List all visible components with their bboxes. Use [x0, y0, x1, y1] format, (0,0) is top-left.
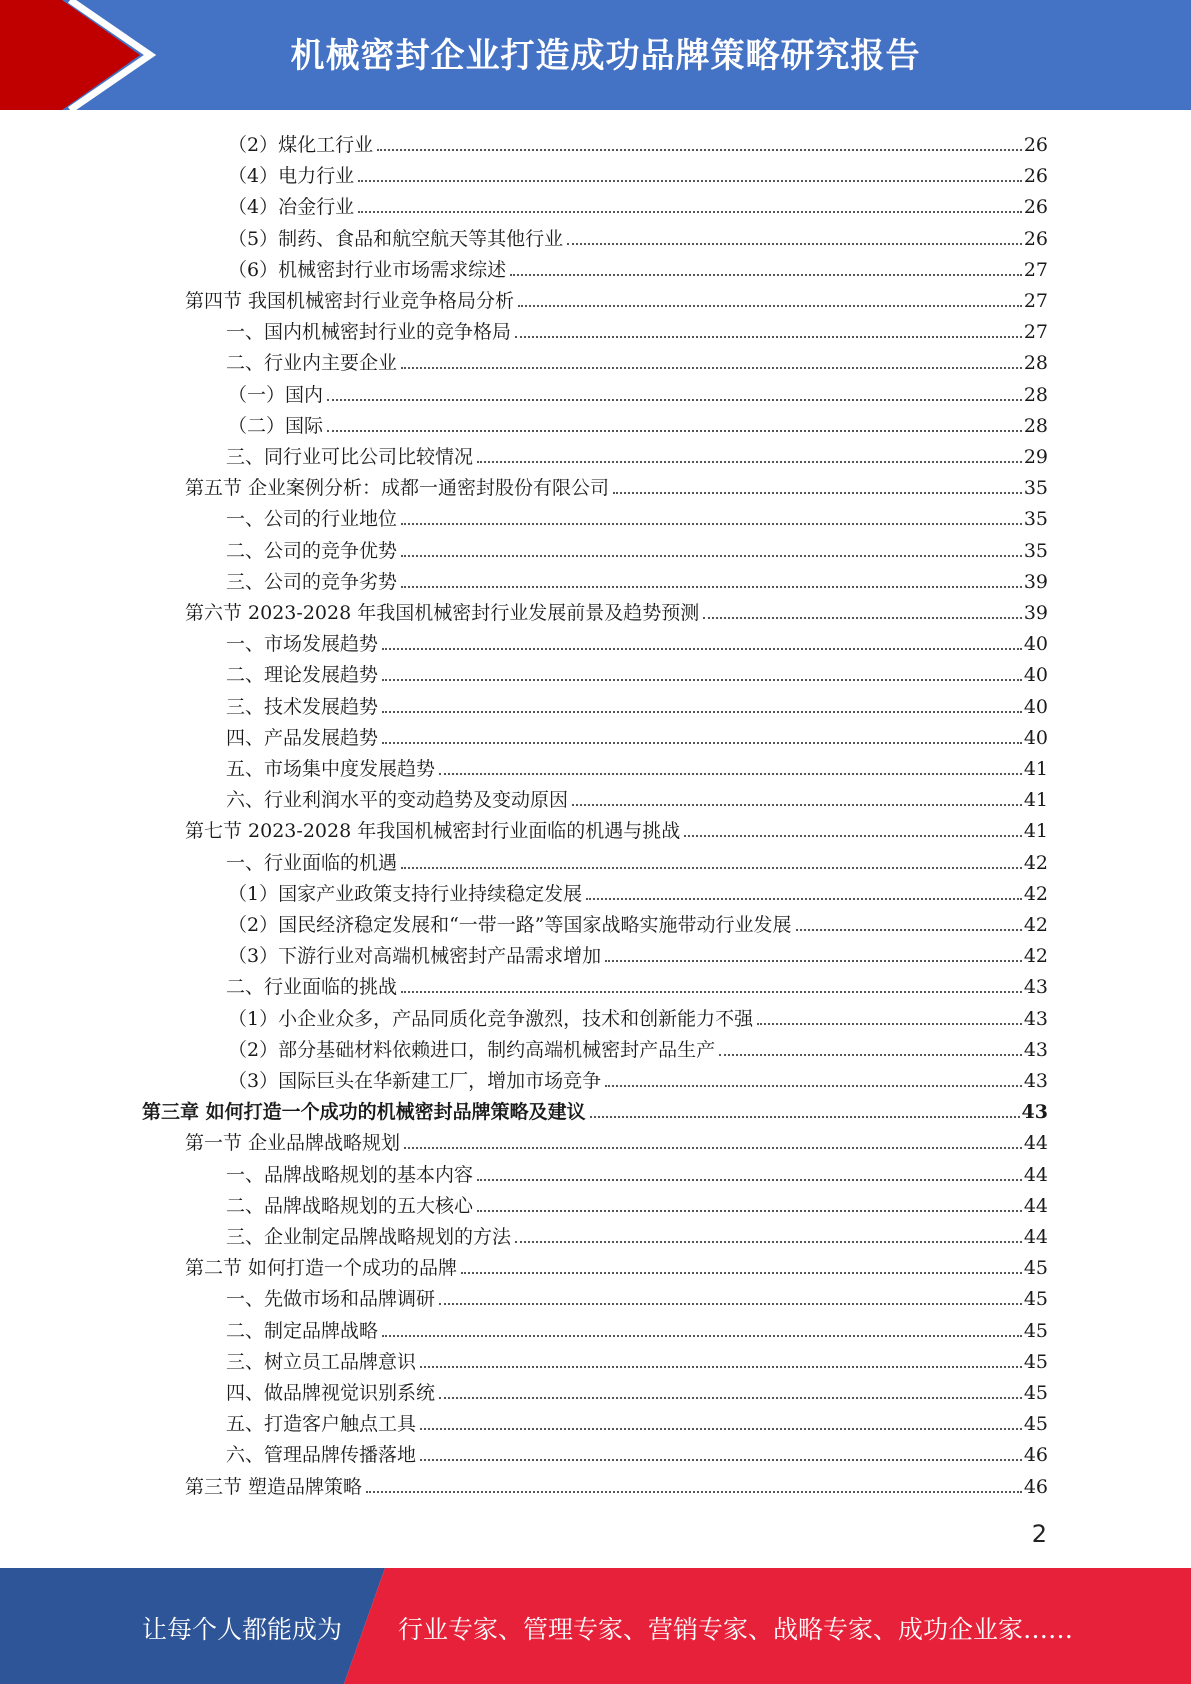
- toc-entry[interactable]: [142, 1093, 1048, 1124]
- toc-entry-page: 35: [1023, 508, 1048, 531]
- toc-entry[interactable]: [226, 1187, 1048, 1218]
- toc-entry-title: 第五节 企业案例分析：成都一通密封股份有限公司: [185, 477, 610, 500]
- toc-entry-title: 二、行业面临的挑战: [226, 976, 398, 999]
- toc-entry-page: 46: [1023, 1475, 1048, 1498]
- toc-entry-page: 42: [1023, 945, 1048, 968]
- toc-entry[interactable]: [226, 1405, 1048, 1436]
- toc-entry[interactable]: [228, 1031, 1048, 1062]
- toc-entry-page: 27: [1023, 321, 1048, 344]
- toc-dot-leader: [327, 399, 1022, 401]
- toc-entry[interactable]: [226, 563, 1048, 594]
- toc-entry-title: 一、市场发展趋势: [226, 633, 379, 656]
- toc-dot-leader: [439, 773, 1022, 775]
- toc-entry-page: 42: [1023, 882, 1048, 905]
- toc-entry[interactable]: [226, 344, 1048, 375]
- toc-entry[interactable]: [185, 812, 1048, 843]
- footer-slogan-left: 让每个人都能成为: [142, 1615, 343, 1644]
- page-header: [0, 0, 1191, 110]
- toc-entry[interactable]: [226, 688, 1048, 719]
- toc-entry[interactable]: [226, 719, 1048, 750]
- toc-entry-page: 28: [1023, 414, 1048, 437]
- page-number: 2: [1031, 1520, 1047, 1548]
- toc-entry-title: 二、制定品牌战略: [226, 1319, 379, 1342]
- toc-entry-page: 28: [1023, 352, 1048, 375]
- toc-dot-leader: [515, 1241, 1022, 1243]
- toc-dot-leader: [439, 1397, 1022, 1399]
- toc-entry-title: （4）电力行业: [228, 165, 355, 188]
- toc-entry-title: （6）机械密封行业市场需求综述: [228, 258, 507, 281]
- toc-entry[interactable]: [226, 500, 1048, 531]
- toc-entry-page: 41: [1023, 820, 1048, 843]
- toc-entry[interactable]: [228, 126, 1048, 157]
- toc-entry[interactable]: [185, 1249, 1048, 1280]
- toc-dot-leader: [719, 1054, 1022, 1056]
- toc-dot-leader: [461, 1272, 1022, 1274]
- toc-entry-title: 一、公司的行业地位: [226, 508, 398, 531]
- toc-entry[interactable]: [226, 313, 1048, 344]
- toc-dot-leader: [382, 679, 1022, 681]
- toc-entry-page: 40: [1023, 633, 1048, 656]
- toc-dot-leader: [439, 1303, 1022, 1305]
- toc-dot-leader: [586, 898, 1022, 900]
- toc-entry[interactable]: [226, 844, 1048, 875]
- page-footer: [0, 1568, 1191, 1684]
- toc-entry-title: （4）冶金行业: [228, 196, 355, 219]
- toc-dot-leader: [572, 804, 1022, 806]
- toc-dot-leader: [477, 1179, 1022, 1181]
- toc-entry[interactable]: [228, 1062, 1048, 1093]
- toc-entry-page: 43: [1023, 1007, 1048, 1030]
- toc-entry[interactable]: [226, 1218, 1048, 1249]
- toc-dot-leader: [401, 523, 1022, 525]
- toc-entry-page: 42: [1023, 851, 1048, 874]
- toc-entry[interactable]: [226, 1312, 1048, 1343]
- toc-dot-leader: [382, 648, 1022, 650]
- toc-entry[interactable]: [226, 625, 1048, 656]
- toc-entry[interactable]: [228, 188, 1048, 219]
- toc-entry-title: 四、产品发展趋势: [226, 726, 379, 749]
- toc-entry[interactable]: [228, 1000, 1048, 1031]
- toc-entry[interactable]: [226, 656, 1048, 687]
- toc-dot-leader: [401, 991, 1022, 993]
- toc-entry-page: 26: [1023, 134, 1048, 156]
- toc-entry[interactable]: [226, 1436, 1048, 1467]
- toc-entry-page: 45: [1023, 1257, 1048, 1280]
- toc-dot-leader: [477, 461, 1022, 463]
- toc-entry-title: （1）小企业众多，产品同质化竞争激烈，技术和创新能力不强: [228, 1007, 754, 1030]
- header-title: 机械密封企业打造成功品牌策略研究报告: [290, 36, 921, 76]
- toc-entry-title: 五、市场集中度发展趋势: [226, 758, 436, 780]
- toc-entry-title: （2）国民经济稳定发展和“一带一路”等国家战略实施带动行业发展: [228, 914, 792, 936]
- toc-entry-page: 46: [1023, 1444, 1048, 1467]
- toc-dot-leader: [382, 1335, 1022, 1337]
- toc-entry-title: 第四节 我国机械密封行业竞争格局分析: [185, 290, 515, 312]
- toc-entry[interactable]: [226, 1280, 1048, 1311]
- toc-entry-page: 29: [1023, 446, 1048, 468]
- toc-entry-title: 二、行业内主要企业: [226, 352, 398, 375]
- toc-entry-title: 三、树立员工品牌意识: [226, 1350, 417, 1373]
- toc-dot-leader: [358, 180, 1022, 182]
- toc-entry-title: 二、品牌战略规划的五大核心: [226, 1194, 474, 1217]
- toc-dot-leader: [420, 1428, 1022, 1430]
- toc-entry-title: （2）部分基础材料依赖进口，制约高端机械密封产品生产: [228, 1038, 716, 1061]
- toc-entry-title: （3）国际巨头在华新建工厂，增加市场竞争: [228, 1070, 602, 1092]
- toc-dot-leader: [382, 742, 1022, 744]
- toc-entry-title: 一、国内机械密封行业的竞争格局: [226, 321, 512, 344]
- toc-dot-leader: [377, 149, 1022, 151]
- toc-entry-title: （一）国内: [228, 383, 324, 406]
- toc-entry[interactable]: [185, 282, 1048, 313]
- toc-entry-title: （1）国家产业政策支持行业持续稳定发展: [228, 882, 583, 905]
- toc-entry-page: 35: [1023, 539, 1048, 562]
- toc-entry-page: 26: [1023, 165, 1048, 188]
- toc-entry-page: 40: [1023, 726, 1048, 749]
- toc-dot-leader: [605, 960, 1022, 962]
- toc-entry[interactable]: [228, 157, 1048, 188]
- toc-entry-page: 26: [1023, 196, 1048, 219]
- toc-dot-leader: [613, 492, 1022, 494]
- toc-entry[interactable]: [185, 594, 1048, 625]
- toc-entry[interactable]: [228, 906, 1048, 937]
- toc-entry-page: 28: [1023, 383, 1048, 406]
- toc-entry-title: （2）煤化工行业: [228, 134, 374, 156]
- toc-dot-leader: [590, 1116, 1020, 1118]
- toc-entry-title: 第一节 企业品牌战略规划: [185, 1132, 401, 1155]
- toc-entry[interactable]: [228, 220, 1048, 251]
- toc-entry[interactable]: [226, 1156, 1048, 1187]
- toc-entry-page: 43: [1023, 1038, 1048, 1061]
- toc-entry-page: 41: [1023, 758, 1048, 780]
- toc-entry-title: 二、理论发展趋势: [226, 664, 379, 687]
- toc-entry-page: 40: [1023, 664, 1048, 687]
- toc-dot-leader: [510, 274, 1022, 276]
- toc-entry-page: 26: [1023, 227, 1048, 250]
- toc-entry-title: 二、公司的竞争优势: [226, 539, 398, 562]
- toc-entry-page: 39: [1023, 602, 1048, 624]
- toc-dot-leader: [327, 430, 1022, 432]
- toc-entry-page: 45: [1023, 1382, 1048, 1404]
- toc-entry-page: 45: [1023, 1319, 1048, 1342]
- toc-entry-title: 四、做品牌视觉识别系统: [226, 1382, 436, 1404]
- toc-entry-title: 第三节 塑造品牌策略: [185, 1475, 363, 1498]
- toc-entry-title: （3）下游行业对高端机械密封产品需求增加: [228, 945, 602, 968]
- toc-entry-title: 一、行业面临的机遇: [226, 851, 398, 874]
- toc-entry[interactable]: [226, 1374, 1048, 1405]
- toc-entry-title: 第二节 如何打造一个成功的品牌: [185, 1257, 458, 1280]
- toc-entry[interactable]: [226, 532, 1048, 563]
- toc-entry-title: 第三章 如何打造一个成功的机械密封品牌策略及建议: [142, 1101, 586, 1124]
- toc-entry-title: 六、管理品牌传播落地: [226, 1444, 417, 1467]
- toc-dot-leader: [605, 1085, 1022, 1087]
- toc-dot-leader: [420, 1366, 1022, 1368]
- toc-entry-title: 三、公司的竞争劣势: [226, 570, 398, 593]
- toc-entry[interactable]: [185, 1124, 1048, 1155]
- toc-entry-title: 一、品牌战略规划的基本内容: [226, 1163, 474, 1186]
- footer-slogan-right: 行业专家、管理专家、营销专家、战略专家、成功企业家……: [398, 1615, 1074, 1644]
- toc-entry[interactable]: [228, 407, 1048, 438]
- toc-entry-page: 45: [1023, 1350, 1048, 1373]
- toc-dot-leader: [567, 243, 1022, 245]
- toc-entry[interactable]: [228, 251, 1048, 282]
- toc-entry[interactable]: [228, 376, 1048, 407]
- toc-dot-leader: [703, 617, 1022, 619]
- toc-dot-leader: [401, 555, 1022, 557]
- toc-entry-page: 35: [1023, 477, 1048, 500]
- toc-entry-title: （5）制药、食品和航空航天等其他行业: [228, 227, 564, 250]
- toc-entry-page: 45: [1023, 1288, 1048, 1311]
- toc-dot-leader: [404, 1147, 1022, 1149]
- toc-entry[interactable]: [228, 937, 1048, 968]
- toc-dot-leader: [401, 867, 1022, 869]
- toc-dot-leader: [796, 929, 1022, 931]
- toc-dot-leader: [518, 305, 1022, 307]
- toc-dot-leader: [477, 1210, 1022, 1212]
- toc-entry-page: 27: [1023, 290, 1048, 312]
- toc-dot-leader: [382, 711, 1022, 713]
- toc-entry-page: 27: [1023, 258, 1048, 281]
- toc-entry-title: 三、企业制定品牌战略规划的方法: [226, 1226, 512, 1248]
- toc-dot-leader: [358, 211, 1022, 213]
- toc-entry[interactable]: [185, 469, 1048, 500]
- toc-dot-leader: [401, 367, 1022, 369]
- toc-entry[interactable]: [226, 1343, 1048, 1374]
- toc-dot-leader: [420, 1459, 1022, 1461]
- toc-entry-page: 43: [1023, 1070, 1048, 1092]
- toc-entry-page: 40: [1023, 695, 1048, 718]
- toc-entry-title: 一、先做市场和品牌调研: [226, 1288, 436, 1311]
- toc-entry[interactable]: [226, 781, 1048, 812]
- toc-entry-title: （二）国际: [228, 414, 324, 437]
- toc-entry-page: 43: [1023, 976, 1048, 999]
- toc-dot-leader: [515, 336, 1022, 338]
- toc-entry-title: 六、行业利润水平的变动趋势及变动原因: [226, 789, 569, 812]
- toc-entry-page: 44: [1023, 1163, 1048, 1186]
- toc-entry-title: 三、技术发展趋势: [226, 695, 379, 718]
- toc-entry-page: 42: [1023, 914, 1048, 936]
- toc-entry[interactable]: [226, 438, 1048, 469]
- toc-entry-title: 第六节 2023-2028 年我国机械密封行业发展前景及趋势预测: [185, 602, 700, 624]
- toc-entry[interactable]: [226, 968, 1048, 999]
- toc-entry-page: 43: [1021, 1101, 1048, 1124]
- toc-entry-title: 三、同行业可比公司比较情况: [226, 446, 474, 468]
- toc-dot-leader: [366, 1491, 1022, 1493]
- toc-entry-page: 44: [1023, 1226, 1048, 1248]
- toc-entry-page: 44: [1023, 1132, 1048, 1155]
- toc-entry-title: 第七节 2023-2028 年我国机械密封行业面临的机遇与挑战: [185, 820, 681, 843]
- toc-dot-leader: [401, 586, 1022, 588]
- toc-dot-leader: [684, 835, 1022, 837]
- toc-entry[interactable]: [226, 750, 1048, 781]
- toc-entry-page: 44: [1023, 1194, 1048, 1217]
- toc-entry-page: 41: [1023, 789, 1048, 812]
- toc-entry-title: 五、打造客户触点工具: [226, 1413, 417, 1436]
- toc-entry[interactable]: [228, 875, 1048, 906]
- toc-entry[interactable]: [185, 1468, 1048, 1499]
- toc-entry-page: 39: [1023, 570, 1048, 593]
- toc-entry-page: 45: [1023, 1413, 1048, 1436]
- toc-dot-leader: [757, 1023, 1022, 1025]
